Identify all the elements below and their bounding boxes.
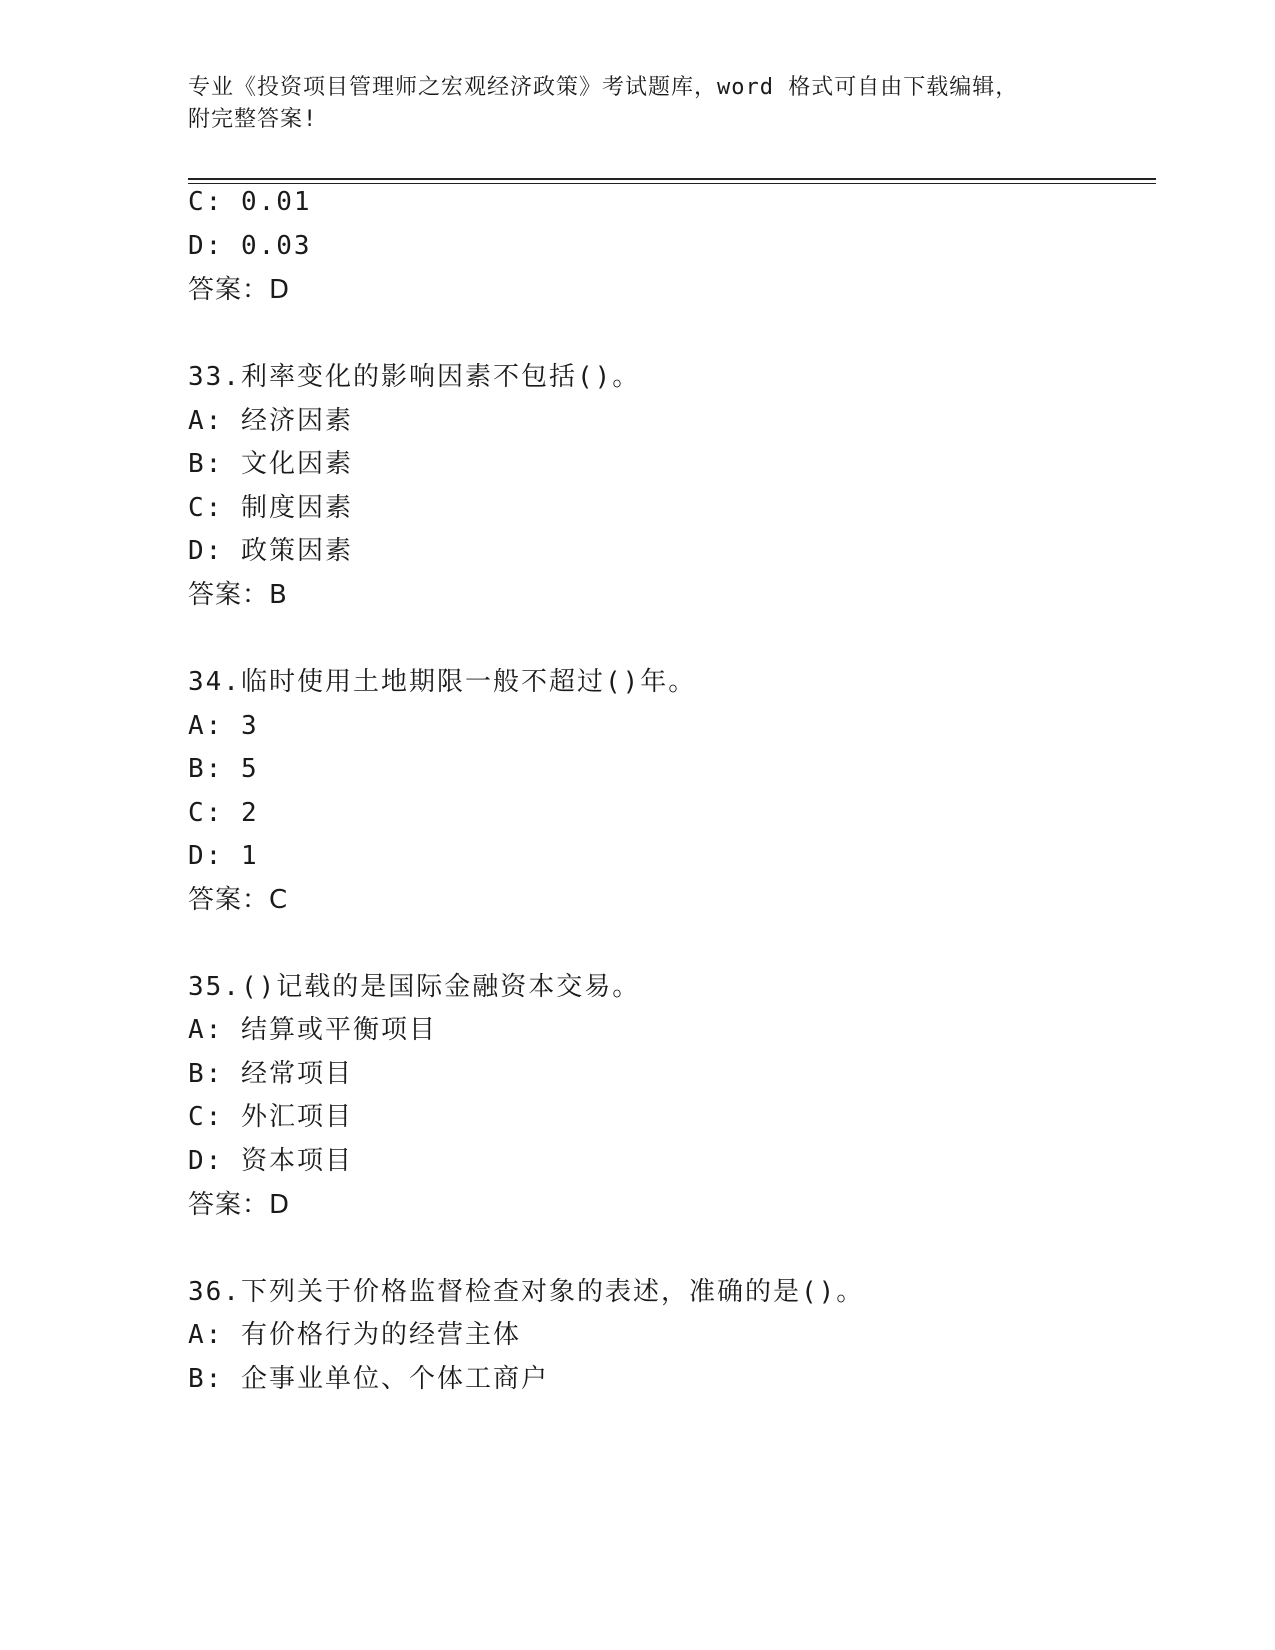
option-b: B: 文化因素 bbox=[188, 449, 353, 479]
header-divider-thick bbox=[188, 178, 1156, 180]
answer-line: 答案：C bbox=[188, 885, 289, 915]
option-c: C: 制度因素 bbox=[188, 493, 353, 523]
header-line-1: 专业《投资项目管理师之宏观经济政策》考试题库，word 格式可自由下载编辑， bbox=[188, 75, 1019, 100]
question-stem: 36.下列关于价格监督检查对象的表述，准确的是()。 bbox=[188, 1277, 865, 1307]
option-c: C: 2 bbox=[188, 798, 259, 828]
header-divider-thin bbox=[188, 183, 1156, 184]
option-b: B: 5 bbox=[188, 754, 259, 784]
answer-line: 答案：D bbox=[188, 1190, 291, 1220]
option-d: D: 0.03 bbox=[188, 231, 312, 261]
option-d: D: 1 bbox=[188, 841, 259, 871]
answer-line: 答案：B bbox=[188, 580, 288, 610]
option-c: C: 0.01 bbox=[188, 187, 312, 217]
option-c: C: 外汇项目 bbox=[188, 1102, 353, 1132]
question-stem: 35.()记载的是国际金融资本交易。 bbox=[188, 972, 641, 1002]
option-d: D: 政策因素 bbox=[188, 536, 353, 566]
question-stem: 33.利率变化的影响因素不包括()。 bbox=[188, 362, 641, 392]
question-stem: 34.临时使用土地期限一般不超过()年。 bbox=[188, 667, 697, 697]
option-b: B: 经常项目 bbox=[188, 1059, 353, 1089]
option-b: B: 企事业单位、个体工商户 bbox=[188, 1364, 549, 1394]
option-d: D: 资本项目 bbox=[188, 1146, 353, 1176]
answer-line: 答案：D bbox=[188, 275, 291, 305]
option-a: A: 3 bbox=[188, 711, 259, 741]
option-a: A: 经济因素 bbox=[188, 406, 353, 436]
option-a: A: 结算或平衡项目 bbox=[188, 1015, 437, 1045]
header-line-2: 附完整答案! bbox=[188, 107, 318, 132]
document-header bbox=[188, 72, 1088, 136]
option-a: A: 有价格行为的经营主体 bbox=[188, 1320, 521, 1350]
